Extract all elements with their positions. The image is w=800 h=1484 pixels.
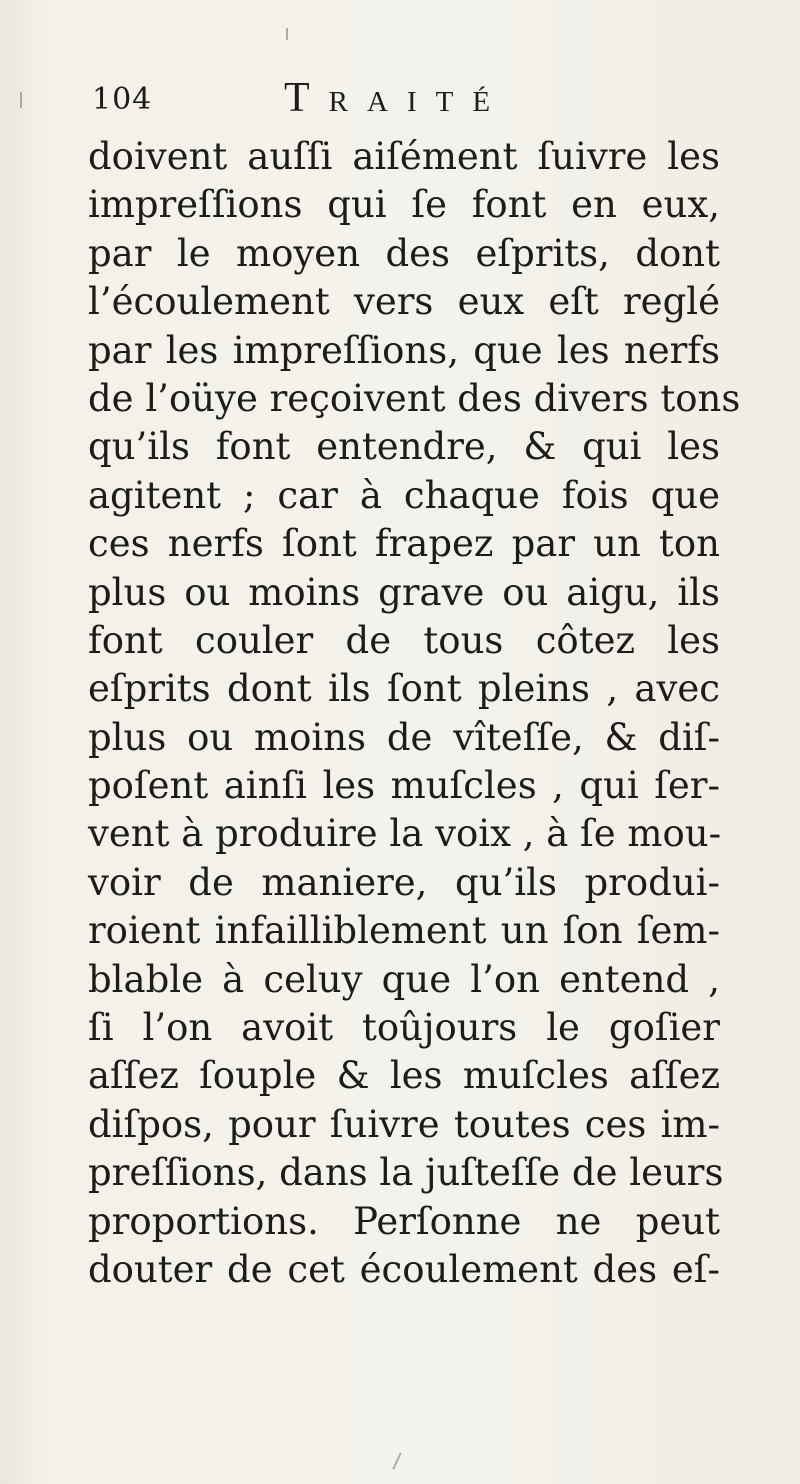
text-line: diſpos, pour ſuivre toutes ces im-: [88, 1102, 720, 1146]
text-line: agitent ; car à chaque fois que: [88, 473, 720, 517]
text-line: plus ou moins grave ou aigu, ils: [88, 570, 720, 614]
text-line: impreſſions qui ſe font en eux,: [88, 183, 720, 227]
text-line: l’écoulement vers eux eſt reglé: [88, 280, 720, 324]
running-title: Traité: [284, 75, 510, 121]
page-header: [92, 74, 732, 124]
text-line: blable à celuy que l’on entend ,: [88, 957, 720, 1001]
text-line: preſſions, dans la juſteſſe de leurs: [88, 1151, 724, 1195]
ink-speck: [20, 92, 22, 108]
body-text: [88, 133, 741, 1294]
text-line: poſent ainſi les muſcles , qui ſer-: [88, 764, 720, 808]
text-line: voir de maniere, qu’ils produi-: [88, 860, 720, 904]
text-line: qu’ils font entendre, & qui les: [88, 425, 720, 469]
text-line: aſſez ſouple & les muſcles aſſez: [88, 1054, 720, 1098]
text-line: vent à produire la voix , à ſe mou-: [88, 812, 722, 856]
text-line: ces nerfs ſont frapez par un ton: [88, 522, 720, 566]
ink-speck: [392, 1452, 401, 1469]
text-line: font couler de tous côtez les: [88, 618, 720, 662]
text-line: douter de cet écoulement des eſ-: [88, 1247, 720, 1291]
text-line: de l’oüye reçoivent des divers tons: [88, 376, 741, 420]
text-line: roient infailliblement un ſon ſem-: [88, 909, 720, 953]
text-line: doivent auſſi aiſément ſuivre les: [88, 135, 720, 178]
text-line: eſprits dont ils ſont pleins , avec: [88, 667, 720, 711]
ink-speck: [286, 28, 288, 40]
text-line: par les impreſſions, que les nerfs: [88, 328, 720, 372]
text-line: ſi l’on avoit toûjours le goſier: [88, 1006, 720, 1050]
text-line: par le moyen des eſprits, dont: [88, 231, 720, 275]
text-line: proportions. Perſonne ne peut: [88, 1199, 720, 1243]
page-number: 104: [92, 82, 153, 117]
text-line: plus ou moins de vîteſſe, & diſ-: [88, 715, 720, 759]
